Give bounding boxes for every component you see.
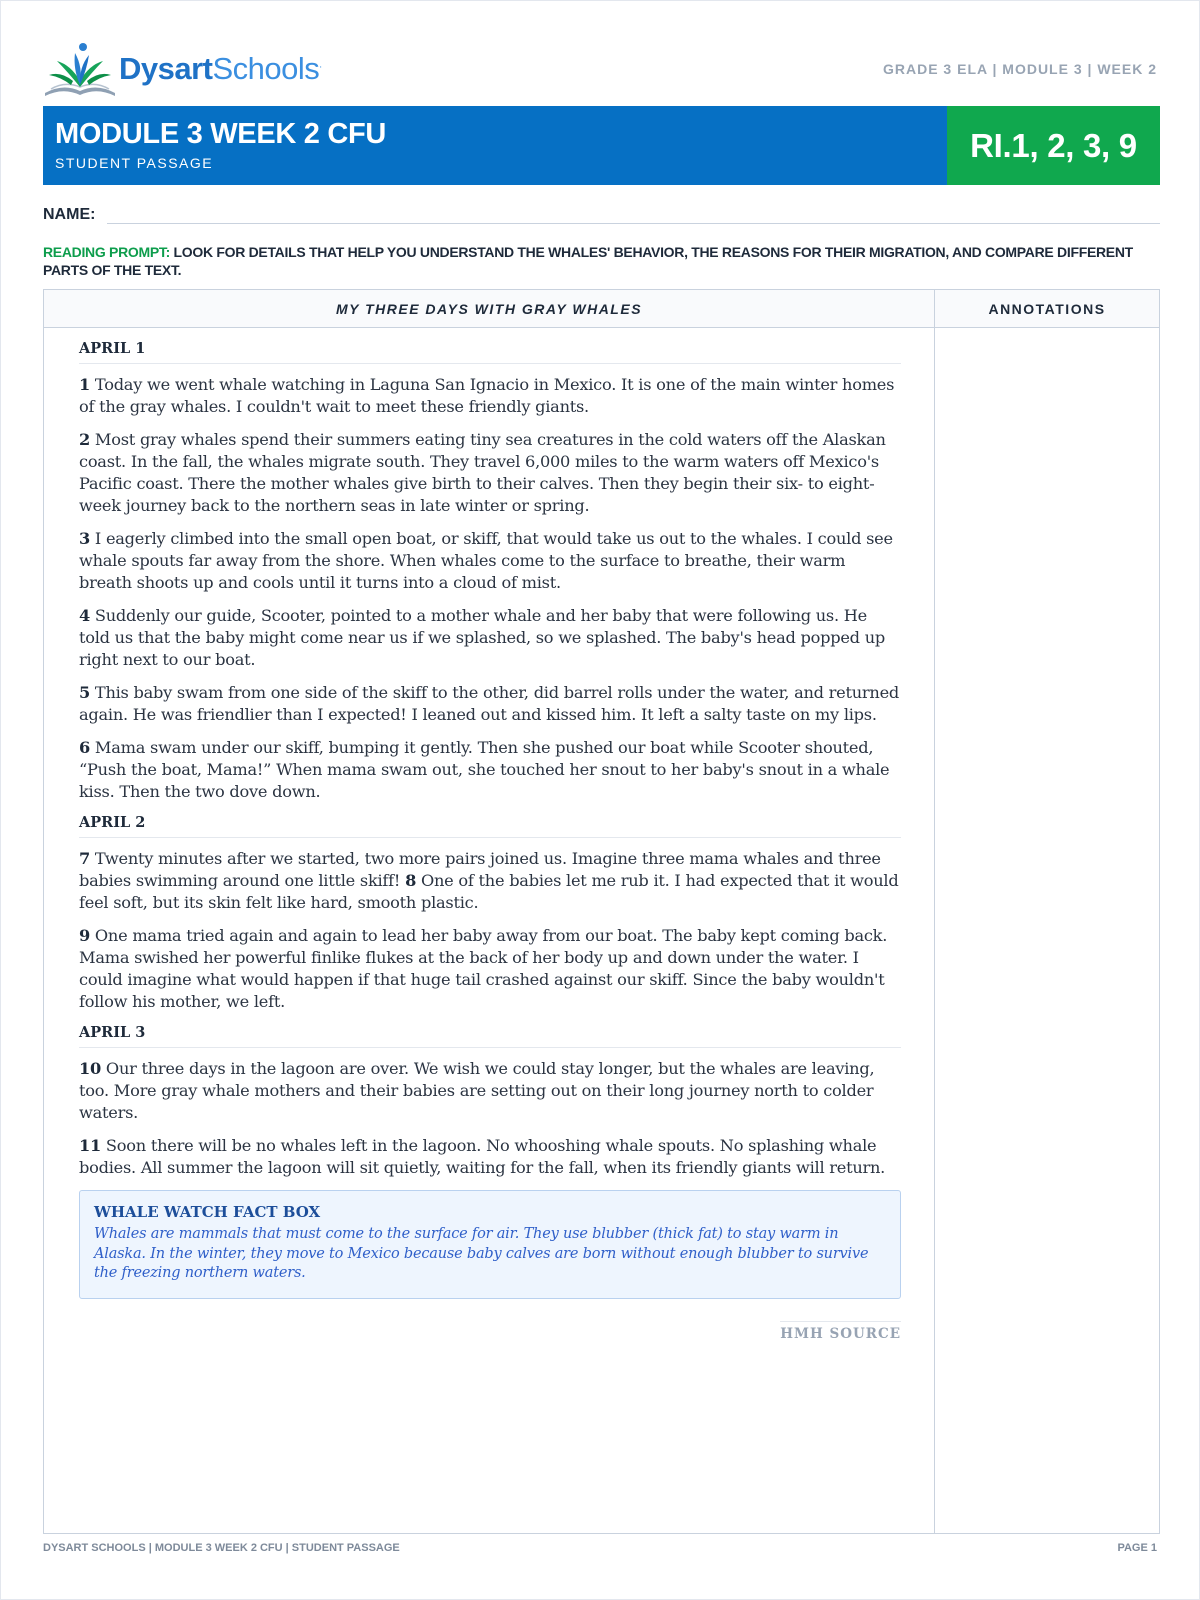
passage-body <box>79 340 901 1342</box>
day-heading: APRIL 3 <box>79 1024 901 1048</box>
paragraph-number: 10 <box>79 1059 102 1078</box>
paragraph-text: Most gray whales spend their summers eating tiny sea creatures in the cold waters off the Alaskan coast. In the fall, the whales migrate south. They travel 6,000 miles to the warm waters off Mexico's Pacific coast. There the mother whales give birth to their calves. Then they begin their six- to eight-week journey back to the northern seas in late winter or spring. <box>79 430 886 515</box>
paragraph-number: 4 <box>79 606 91 625</box>
paragraph-text: One of the babies let me rub it. I had expected that it would feel soft, but its skin felt like hard, smooth plastic. <box>79 871 899 912</box>
passage-paragraph <box>79 1135 901 1179</box>
passage-paragraph <box>79 429 901 517</box>
page-subtitle: STUDENT PASSAGE <box>55 155 214 171</box>
name-field[interactable] <box>107 205 1160 224</box>
paragraph-text: Suddenly our guide, Scooter, pointed to a mother whale and her baby that were following us. He told us that the baby might come near us if we splashed, so we splashed. The baby's head popped up right next to our boat. <box>79 606 885 669</box>
paragraph-text: This baby swam from one side of the skiff to the other, did barrel rolls under the water, and returned again. He was friendlier than I expected! I leaned out and kissed him. It left a salty taste on my lips. <box>79 683 900 724</box>
name-label: NAME: <box>43 206 96 223</box>
paragraph-text: Mama swam under our skiff, bumping it gently. Then she pushed our boat while Scooter shouted, “Push the boat, Mama!” When mama swam out, she touched her snout to her baby's snout in a whale kiss. Then the two dove down. <box>79 738 890 801</box>
fact-box-title: WHALE WATCH FACT BOX <box>94 1203 321 1221</box>
paragraph-number: 2 <box>79 430 91 449</box>
paragraph-number: 6 <box>79 738 91 757</box>
paragraph-text: I eagerly climbed into the small open boat, or skiff, that would take us out to the whales. I could see whale spouts far away from the shore. When whales come to the surface to breathe, their warm breath shoots up and cools until it turns into a cloud of mist. <box>79 529 893 592</box>
fact-box-text: Whales are mammals that must come to the surface for air. They use blubber (thick fat) to stay warm in Alaska. In the winter, they move to Mexico because baby calves are born without enough blubber to survive the freezing northern waters. <box>94 1226 869 1281</box>
paragraph-text: Today we went whale watching in Laguna San Ignacio in Mexico. It is one of the main winter homes of the gray whales. I couldn't wait to meet these friendly giants. <box>79 375 895 416</box>
passage-paragraph <box>79 528 901 594</box>
paragraph-number: 7 <box>79 849 91 868</box>
title-banner <box>43 106 1160 185</box>
course-meta: GRADE 3 ELA | MODULE 3 | WEEK 2 <box>882 61 1157 77</box>
annotations-heading: ANNOTATIONS <box>935 290 1159 328</box>
passage-paragraph <box>79 682 901 726</box>
reading-prompt-text: LOOK FOR DETAILS THAT HELP YOU UNDERSTAND THE WHALES' BEHAVIOR, THE REASONS FOR THEIR MIGRATION, AND COMPARE DIFFERENT PARTS OF THE TEXT. <box>43 244 1133 278</box>
paragraph-number: 11 <box>79 1136 102 1155</box>
source-label: HMH SOURCE <box>780 1321 901 1342</box>
passage-paragraph <box>79 737 901 803</box>
annotations-column[interactable] <box>934 328 935 1533</box>
paragraph-number: 5 <box>79 683 91 702</box>
passage-paragraph <box>79 374 901 418</box>
paragraph-number: 8 <box>405 871 417 890</box>
paragraph-text: Soon there will be no whales left in the lagoon. No whooshing whale spouts. No splashing whale bodies. All summer the lagoon will sit quietly, waiting for the fall, when its friendly giants will return. <box>79 1136 886 1177</box>
source-credit <box>79 1321 901 1342</box>
paragraph-text: Our three days in the lagoon are over. We wish we could stay longer, but the whales are leaving, too. More gray whale mothers and their babies are setting out on their long journey north to colder waters. <box>79 1059 875 1122</box>
paragraph-text: Twenty minutes after we started, two more pairs joined us. Imagine three mama whales and three babies swimming around one little skiff! <box>79 849 881 890</box>
reading-prompt <box>43 243 1160 279</box>
page-number: PAGE 1 <box>1117 1542 1157 1554</box>
name-row <box>43 205 1160 224</box>
passage-title: MY THREE DAYS WITH GRAY WHALES <box>44 290 935 328</box>
fact-box <box>79 1190 901 1299</box>
day-heading: APRIL 2 <box>79 814 901 838</box>
passage-paragraph <box>79 605 901 671</box>
passage-paragraph <box>79 925 901 1013</box>
book-leaf-logo-icon <box>43 41 117 97</box>
logo-wordmark: DysartSchools. <box>119 51 322 86</box>
paragraph-number: 1 <box>79 375 91 394</box>
day-heading: APRIL 1 <box>79 340 901 364</box>
passage-days <box>79 340 901 1179</box>
page-title: MODULE 3 WEEK 2 CFU <box>55 118 387 150</box>
paragraph-number: 3 <box>79 529 91 548</box>
paragraph-text: One mama tried again and again to lead her baby away from our boat. The baby kept coming back. Mama swished her powerful finlike flukes at the back of her body up and down under the water. I could imagine what would happen if that huge tail crashed against our skiff. Since the baby wouldn't follow his mother, we left. <box>79 926 888 1011</box>
banner-title-block <box>43 106 947 185</box>
footer-left: DYSART SCHOOLS | MODULE 3 WEEK 2 CFU | STUDENT PASSAGE <box>43 1542 400 1554</box>
passage-paragraph <box>79 1058 901 1124</box>
school-logo <box>43 41 322 97</box>
passage-table <box>43 289 1160 1534</box>
standards-badge: RI.1, 2, 3, 9 <box>947 106 1160 185</box>
passage-paragraph <box>79 848 901 914</box>
paragraph-number: 9 <box>79 926 91 945</box>
reading-prompt-label: READING PROMPT: <box>43 244 170 260</box>
